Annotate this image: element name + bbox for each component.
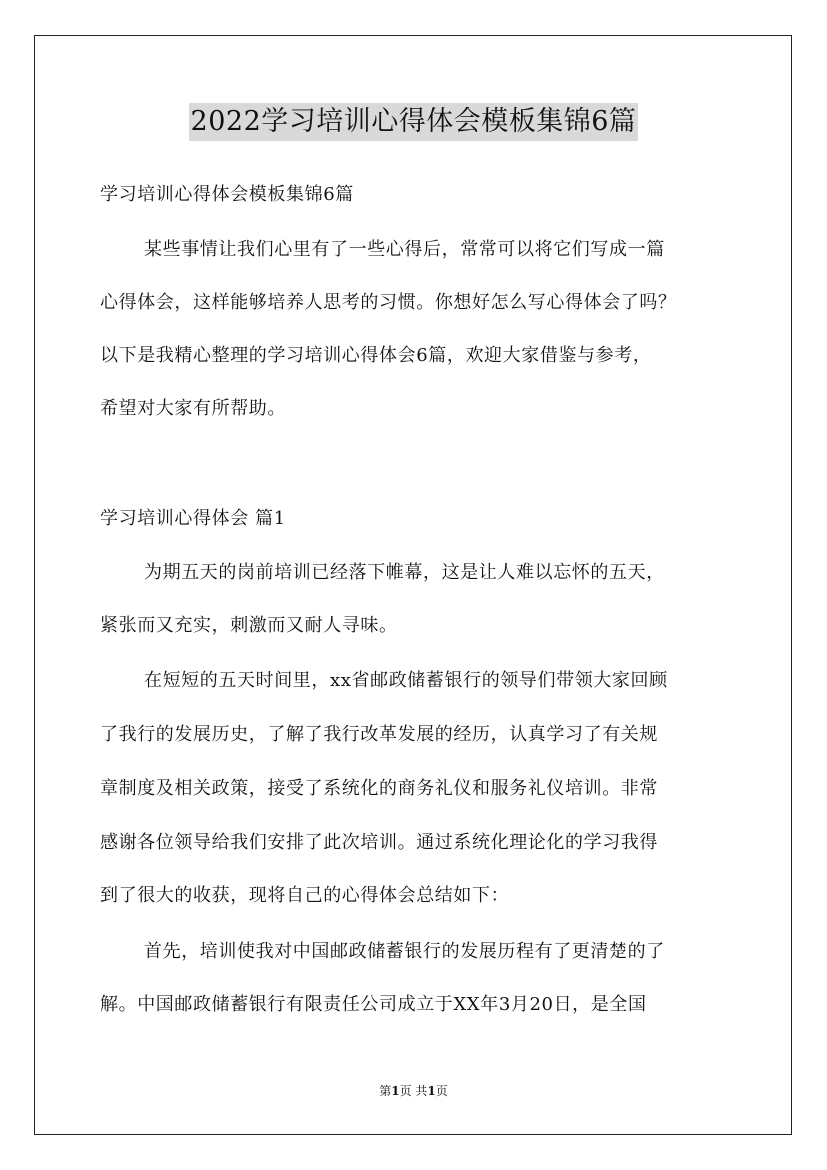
paragraph-line: 了我行的发展历史，了解了我行改革发展的经历，认真学习了有关规 — [100, 724, 658, 745]
intro-line: 以下是我精心整理的学习培训心得体会6篇，欢迎大家借鉴与参考， — [100, 345, 652, 366]
paragraph-line: 紧张而又充实，刺激而又耐人寻味。 — [100, 615, 398, 636]
paragraph-line: 首先，培训使我对中国邮政储蓄银行的发展历程有了更清楚的了 — [144, 941, 665, 962]
footer-page-total: 1 — [427, 1084, 436, 1098]
document-title: 2022学习培训心得体会模板集锦6篇 — [189, 103, 639, 141]
intro-line: 心得体会，这样能够培养人思考的习惯。你想好怎么写心得体会了吗？ — [100, 292, 677, 313]
footer-text: 页 — [435, 1084, 448, 1098]
title-container — [0, 103, 827, 141]
paragraph-line: 解。中国邮政储蓄银行有限责任公司成立于XX年3月20日，是全国 — [100, 994, 647, 1015]
paragraph-line: 感谢各位领导给我们安排了此次培训。通过系统化理论化的学习我得 — [100, 832, 658, 853]
intro-line: 希望对大家有所帮助。 — [100, 398, 286, 419]
document-subtitle: 学习培训心得体会模板集锦6篇 — [100, 184, 354, 205]
footer-page-current: 1 — [391, 1084, 400, 1098]
paragraph-line: 在短短的五天时间里，xx省邮政储蓄银行的领导们带领大家回顾 — [144, 670, 668, 691]
page-footer — [0, 1083, 827, 1099]
paragraph-line: 章制度及相关政策，接受了系统化的商务礼仪和服务礼仪培训。非常 — [100, 778, 658, 799]
paragraph-line: 到了很大的收获，现将自己的心得体会总结如下： — [100, 885, 510, 906]
footer-text: 第 — [379, 1084, 392, 1098]
intro-line: 某些事情让我们心里有了一些心得后，常常可以将它们写成一篇 — [144, 239, 665, 260]
paragraph-line: 为期五天的岗前培训已经落下帷幕，这是让人难以忘怀的五天， — [144, 562, 665, 583]
footer-text: 页 共 — [399, 1084, 428, 1098]
section-heading: 学习培训心得体会 篇1 — [100, 508, 286, 529]
